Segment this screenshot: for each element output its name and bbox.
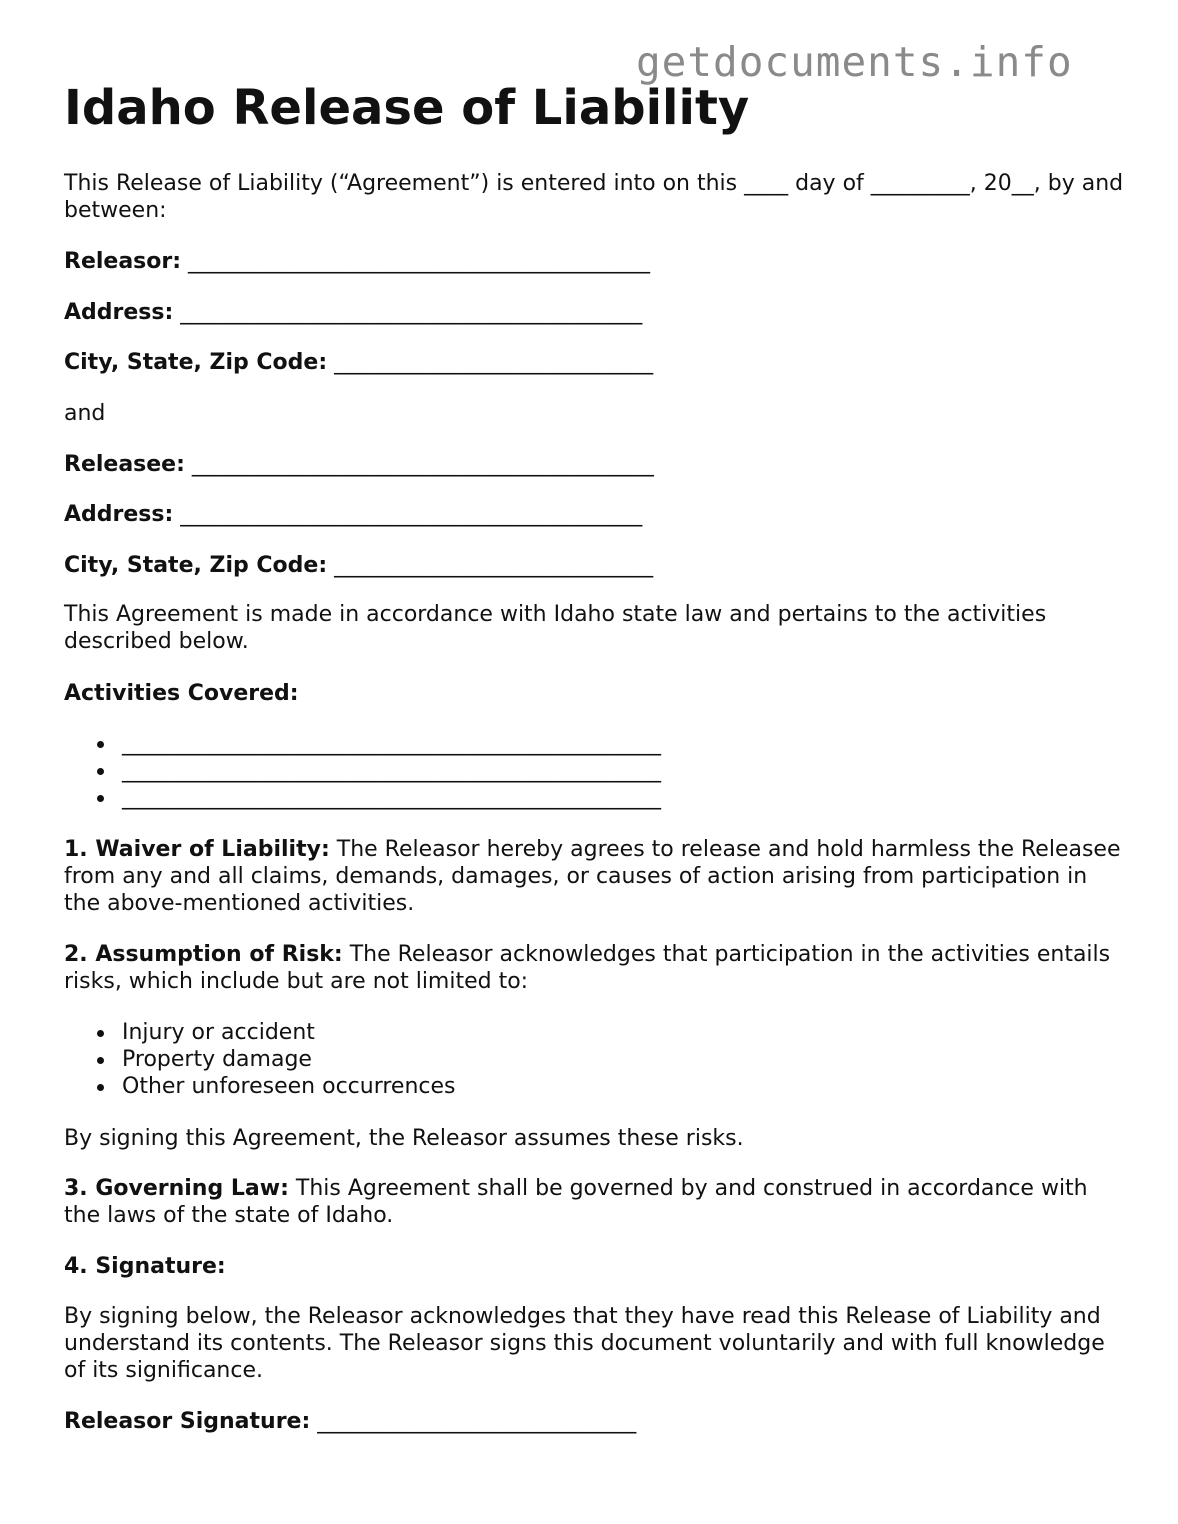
- releasor-signature-label: Releasor Signature:: [64, 1409, 311, 1434]
- releasor-city-blank: _____________________________: [334, 350, 654, 375]
- releasee-name-blank: __________________________________________: [191, 452, 654, 477]
- list-item: _________________________________________________: [64, 730, 661, 757]
- activities-heading: [64, 680, 1124, 707]
- releasor-name-label: Releasor:: [64, 249, 182, 274]
- section-assumption-heading: 2. Assumption of Risk:: [64, 942, 343, 967]
- section-governing-law: [64, 1175, 1124, 1229]
- list-item: _________________________________________________: [64, 757, 661, 784]
- intro-paragraph: This Release of Liability (“Agreement”) is entered into on this ____ day of _________, 20__, by and between:: [64, 171, 1124, 223]
- section-signature-heading: [64, 1253, 1124, 1280]
- section-waiver-text: The Releasor hereby agrees to release and hold harmless the Releasee from any and all claims, demands, damages, or causes of action arising from participation in the above-mentioned activities.: [64, 837, 1121, 916]
- section-governing-law-heading: 3. Governing Law:: [64, 1176, 289, 1201]
- risks-list: [64, 1019, 456, 1100]
- and-text: and: [64, 401, 106, 426]
- releasor-name-blank: __________________________________________: [188, 249, 651, 274]
- releasee-address-line: [64, 501, 1124, 528]
- releasor-address-label: Address:: [64, 300, 174, 325]
- page-title: Idaho Release of Liability: [64, 80, 750, 136]
- releasee-name-label: Releasee:: [64, 452, 185, 477]
- releasor-name-line: [64, 248, 1124, 275]
- releasee-city-label: City, State, Zip Code:: [64, 553, 328, 578]
- section-assumption: [64, 941, 1124, 995]
- section-signature-heading-text: 4. Signature:: [64, 1254, 226, 1279]
- releasor-city-line: [64, 349, 1124, 376]
- accordance-paragraph: This Agreement is made in accordance with Idaho state law and pertains to the activities described below.: [64, 602, 1047, 654]
- section-waiver: [64, 836, 1124, 917]
- releasor-address-line: [64, 299, 1124, 326]
- list-item: Other unforeseen occurrences: [64, 1073, 456, 1100]
- list-item: Property damage: [64, 1046, 456, 1073]
- section-assumption-text: The Releasor acknowledges that participation in the activities entails risks, which include but are not limited to:: [64, 942, 1111, 994]
- section-signature-text: By signing below, the Releasor acknowledges that they have read this Release of Liability and understand its contents. The Releasor signs this document voluntarily and with full knowledge of its significance.: [64, 1304, 1105, 1383]
- releasor-signature-blank: _____________________________: [317, 1409, 637, 1434]
- activities-heading-text: Activities Covered:: [64, 681, 299, 706]
- releasor-city-label: City, State, Zip Code:: [64, 350, 328, 375]
- releasor-address-blank: __________________________________________: [180, 300, 643, 325]
- releasee-address-label: Address:: [64, 502, 174, 527]
- assumption-closing: By signing this Agreement, the Releasor assumes these risks.: [64, 1126, 744, 1151]
- section-governing-law-text: This Agreement shall be governed by and construed in accordance with the laws of the state of Idaho.: [64, 1176, 1088, 1228]
- list-item: Injury or accident: [64, 1019, 456, 1046]
- list-item: _________________________________________________: [64, 784, 661, 811]
- releasee-city-blank: _____________________________: [334, 553, 654, 578]
- releasee-name-line: [64, 451, 1124, 478]
- releasor-signature-line: [64, 1408, 1124, 1435]
- releasee-city-line: [64, 552, 1124, 579]
- section-waiver-heading: 1. Waiver of Liability:: [64, 837, 330, 862]
- activities-list: [64, 730, 661, 811]
- releasee-address-blank: __________________________________________: [180, 502, 643, 527]
- watermark: getdocuments.info: [636, 38, 1073, 86]
